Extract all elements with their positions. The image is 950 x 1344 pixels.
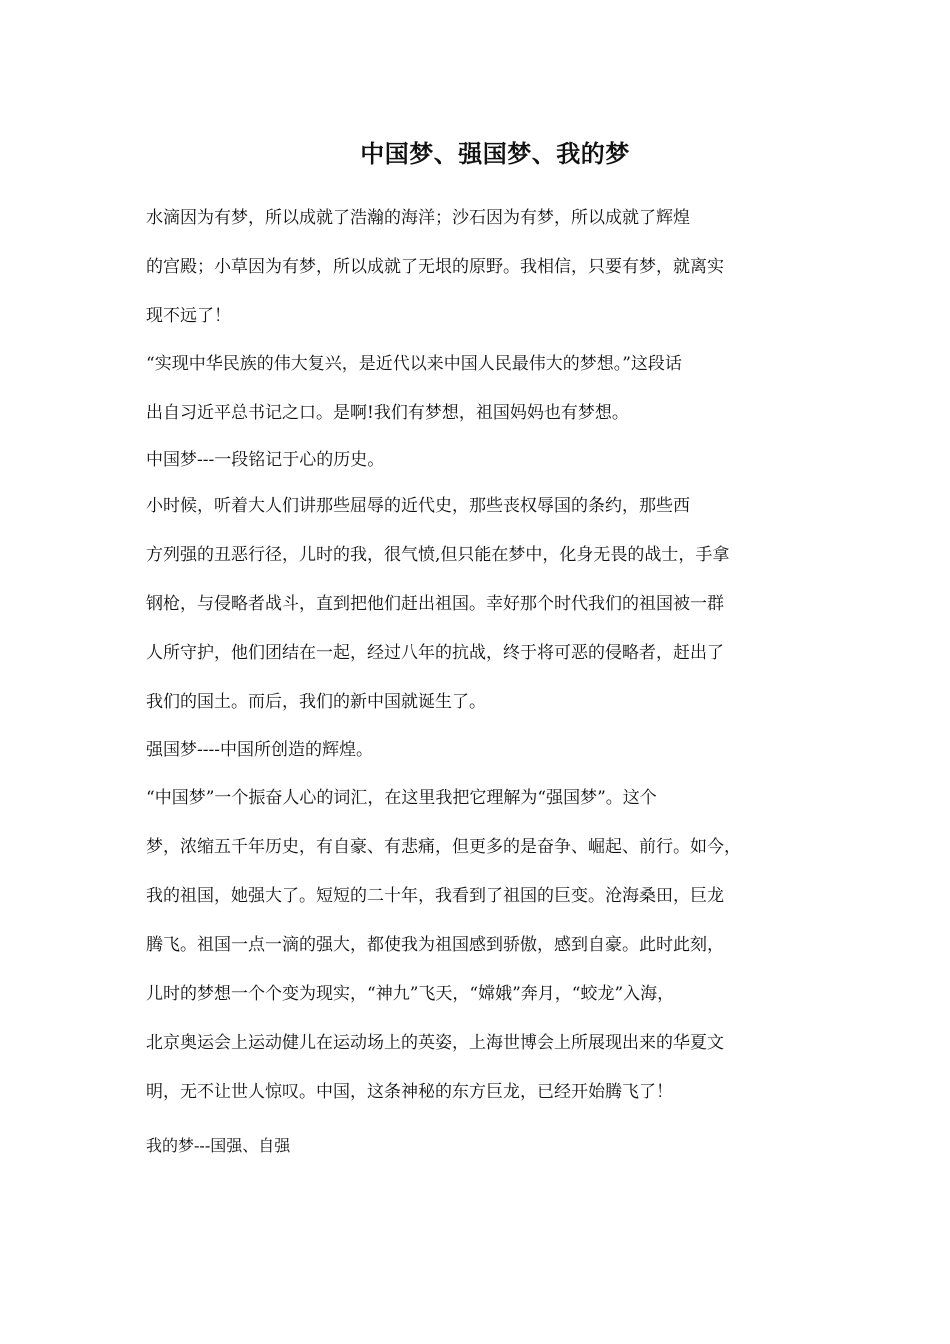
section-heading: 强国梦----中国所创造的辉煌。 <box>146 740 373 760</box>
paragraph-line: 方列强的丑恶行径，儿时的我，很气愤,但只能在梦中，化身无畏的战士，手拿 <box>146 545 730 565</box>
document-title: 中国梦、强国梦、我的梦 <box>360 139 630 168</box>
paragraph-line: 的宫殿；小草因为有梦，所以成就了无垠的原野。我相信，只要有梦，就离实 <box>146 257 724 277</box>
paragraph-line: 北京奥运会上运动健儿在运动场上的英姿，上海世博会上所展现出来的华夏文 <box>146 1033 724 1053</box>
paragraph-line: 梦，浓缩五千年历史，有自豪、有悲痛，但更多的是奋争、崛起、前行。如今， <box>146 837 741 857</box>
paragraph-line: 小时候，听着大人们讲那些屈辱的近代史，那些丧权辱国的条约，那些西 <box>146 496 690 516</box>
paragraph-7 <box>146 1121 826 1170</box>
paragraph-line: “实现中华民族的伟大复兴，是近代以来中国人民最伟大的梦想。”这段话 <box>146 354 682 374</box>
paragraph-6 <box>146 774 826 1117</box>
section-heading: 中国梦---一段铭记于心的历史。 <box>146 450 385 470</box>
paragraph-line: 明，无不让世人惊叹。中国，这条神秘的东方巨龙，已经开始腾飞了！ <box>146 1082 673 1102</box>
paragraph-line: 出自习近平总书记之口。是啊!我们有梦想，祖国妈妈也有梦想。 <box>146 403 629 423</box>
paragraph-line: 我们的国土。而后，我们的新中国就诞生了。 <box>146 692 486 712</box>
paragraph-line: “中国梦”一个振奋人心的词汇，在这里我把它理解为“强国梦”。这个 <box>146 788 657 808</box>
paragraph-line: 儿时的梦想一个个变为现实，“神九”飞天，“嫦娥”奔月，“蛟龙”入海， <box>146 984 675 1004</box>
paragraph-line: 钢枪，与侵略者战斗，直到把他们赶出祖国。幸好那个时代我们的祖国被一群 <box>146 594 724 614</box>
section-heading: 我的梦---国强、自强 <box>146 1136 291 1155</box>
paragraph-3 <box>146 436 826 485</box>
paragraph-line: 我的祖国，她强大了。短短的二十年，我看到了祖国的巨变。沧海桑田，巨龙 <box>146 886 724 906</box>
paragraph-line: 现不远了！ <box>146 306 231 326</box>
paragraph-line: 水滴因为有梦，所以成就了浩瀚的海洋；沙石因为有梦，所以成就了辉煌 <box>146 208 690 228</box>
paragraph-2 <box>146 340 826 438</box>
paragraph-1 <box>146 194 826 341</box>
paragraph-line: 人所守护，他们团结在一起，经过八年的抗战，终于将可恶的侵略者，赶出了 <box>146 643 724 663</box>
paragraph-line: 腾飞。祖国一点一滴的强大，都使我为祖国感到骄傲，感到自豪。此时此刻， <box>146 935 724 955</box>
paragraph-4 <box>146 482 826 727</box>
paragraph-5 <box>146 726 826 775</box>
